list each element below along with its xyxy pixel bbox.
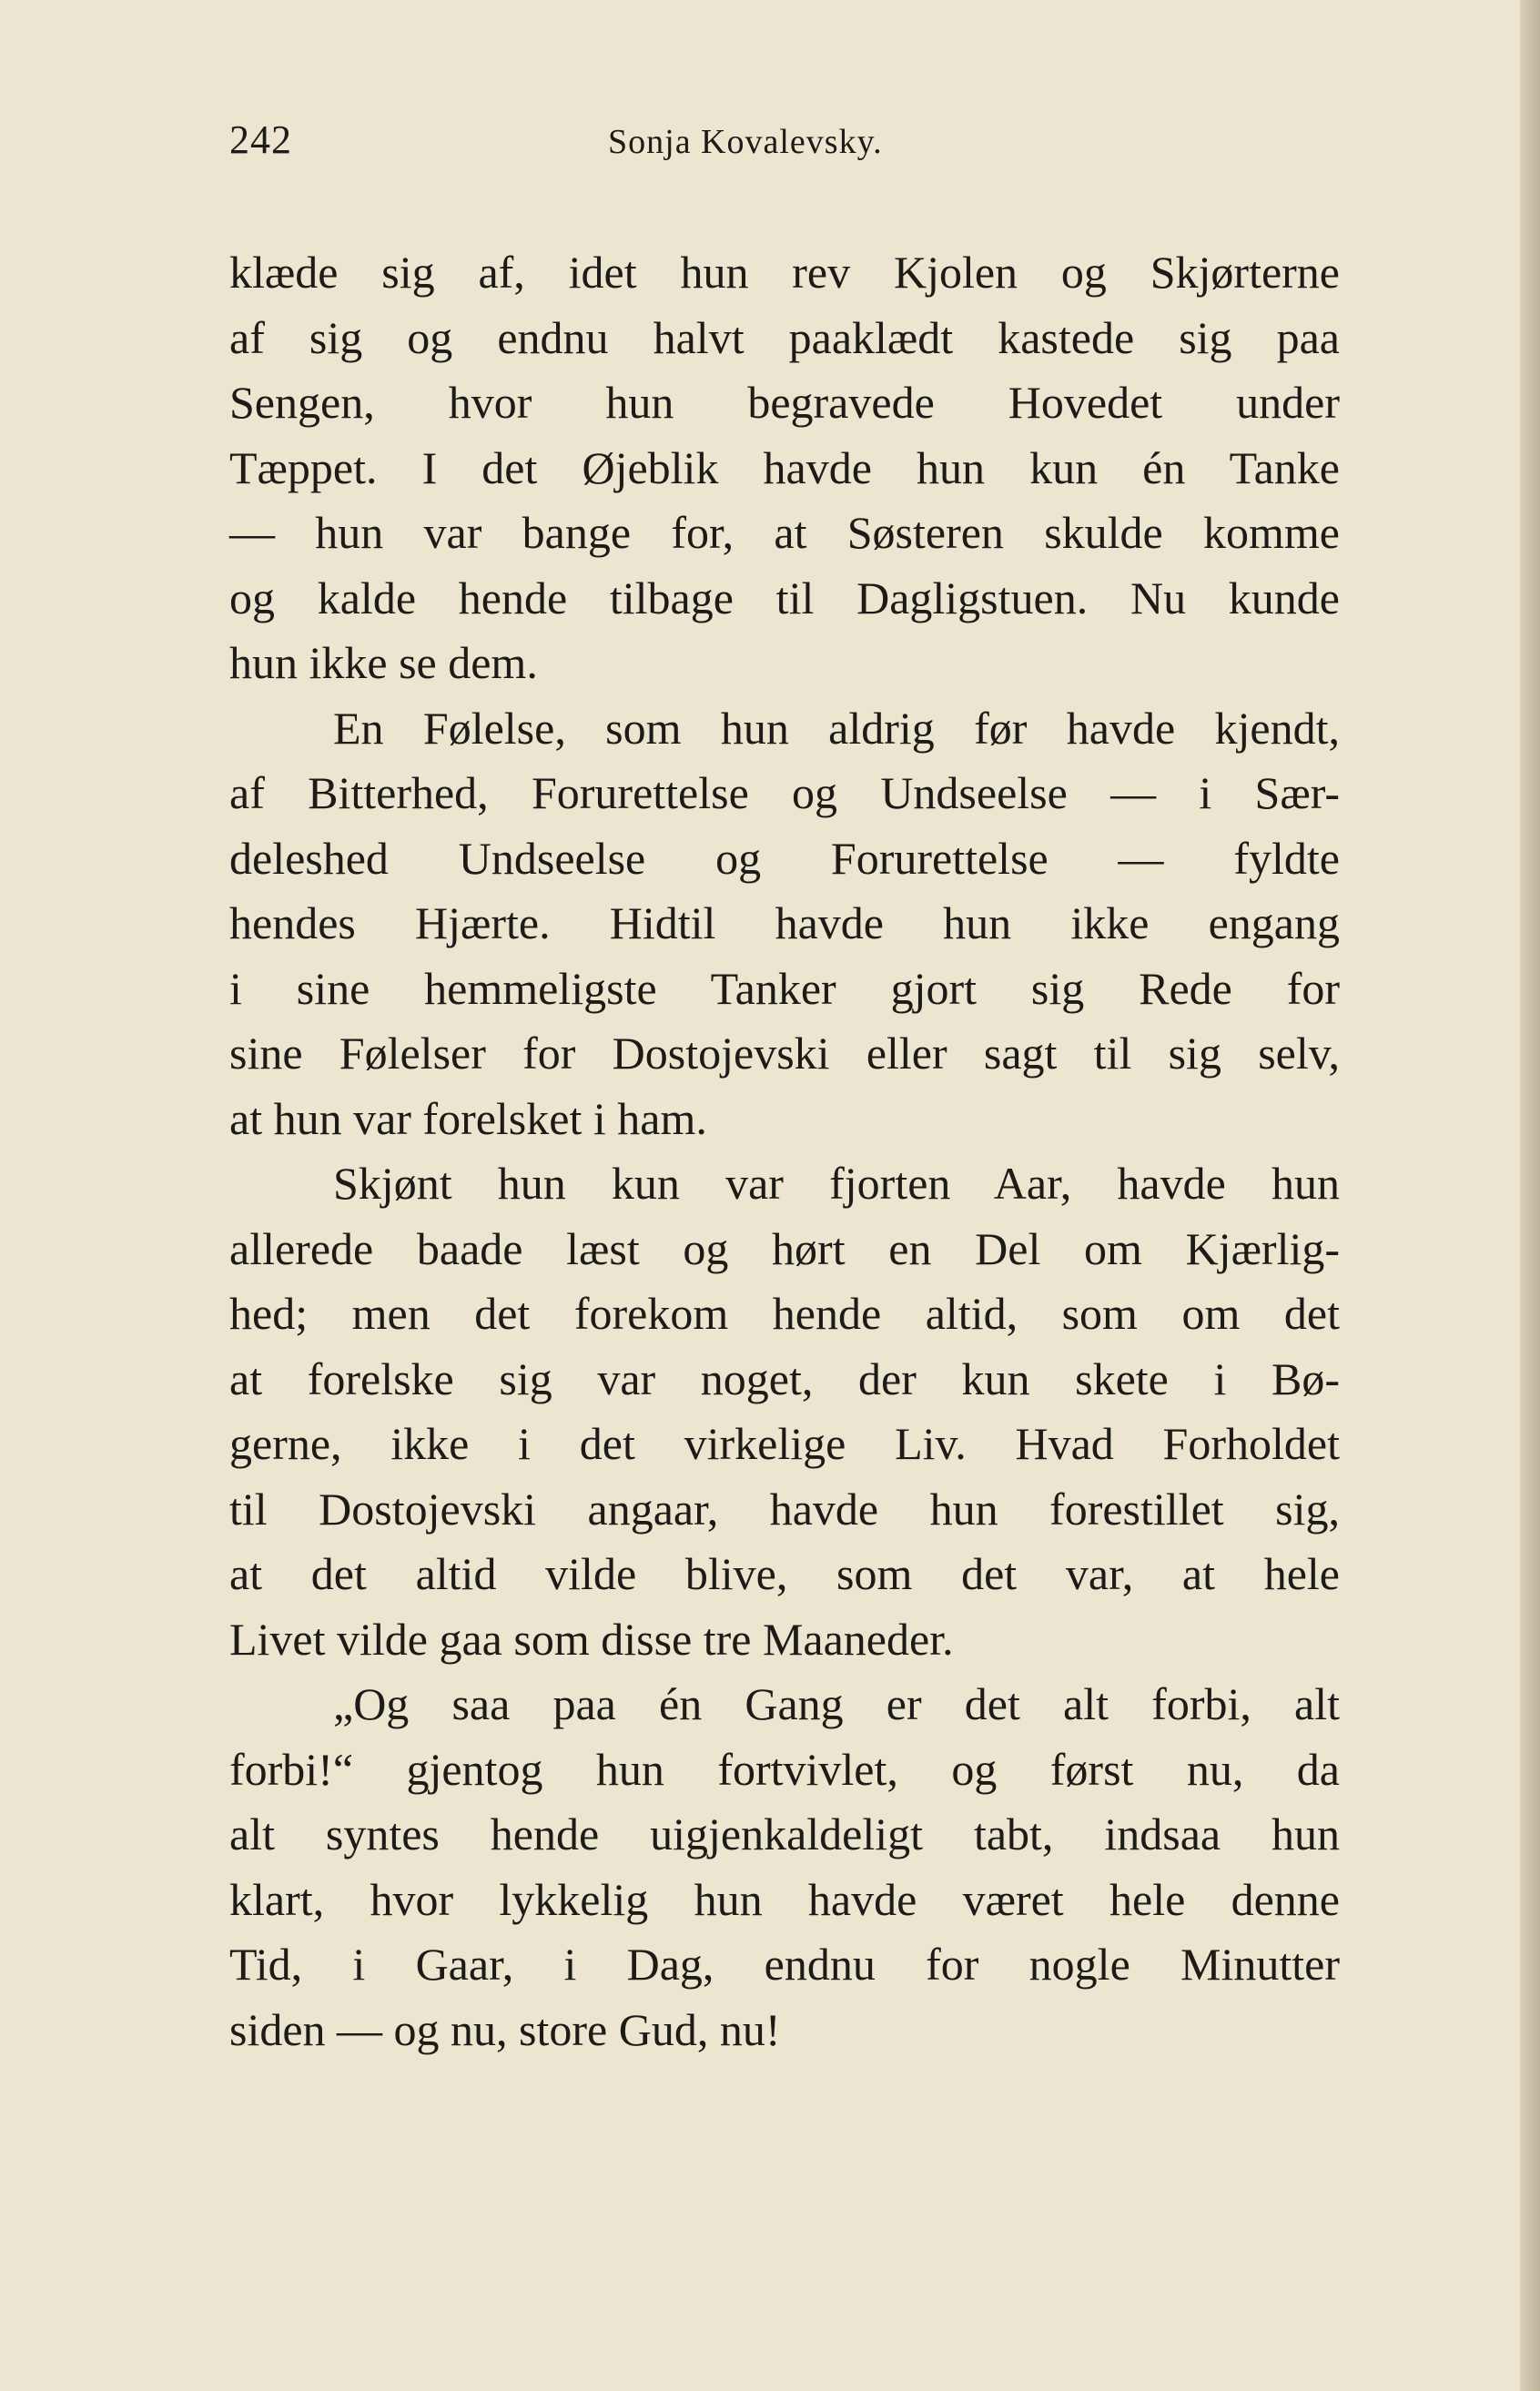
- text-line: siden — og nu, store Gud, nu!: [229, 2003, 781, 2055]
- text-line: alt syntes hende uigjenkaldeligt tabt, indsaa hun: [229, 1808, 1340, 1859]
- text-line: — hun var bange for, at Søsteren skulde komme: [229, 507, 1340, 558]
- text-line: Livet vilde gaa som disse tre Maaneder.: [229, 1613, 954, 1665]
- text-line: forbi!“ gjentog hun fortvivlet, og først nu, da: [229, 1743, 1340, 1795]
- text-line: Sengen, hvor hun begravede Hovedet under: [229, 377, 1340, 428]
- text-line: hun ikke se dem.: [229, 637, 538, 688]
- text-line: at det altid vilde blive, som det var, at hele: [229, 1548, 1340, 1599]
- text-line: allerede baade læst og hørt en Del om Kjærlig-: [229, 1222, 1340, 1274]
- text-line: at forelske sig var noget, der kun skete i Bø-: [229, 1353, 1340, 1404]
- text-line: Skjønt hun kun var fjorten Aar, havde hun: [333, 1158, 1340, 1209]
- text-line: af sig og endnu halvt paaklædt kastede sig paa: [229, 311, 1340, 363]
- page-edge: [1520, 0, 1540, 2391]
- text-line: hendes Hjærte. Hidtil havde hun ikke engang: [229, 897, 1340, 948]
- text-line: En Følelse, som hun aldrig før havde kjendt,: [333, 702, 1340, 754]
- text-line: klæde sig af, idet hun rev Kjolen og Skjørterne: [229, 247, 1340, 298]
- body-text: [229, 240, 1340, 2062]
- text-line: og kalde hende tilbage til Dagligstuen. Nu kunde: [229, 572, 1340, 623]
- text-line: Tid, i Gaar, i Dag, endnu for nogle Minutter: [229, 1939, 1340, 1990]
- text-line: af Bitterhed, Forurettelse og Undseelse — i Sær-: [229, 767, 1340, 818]
- text-line: gerne, ikke i det virkelige Liv. Hvad Forholdet: [229, 1418, 1340, 1469]
- text-line: til Dostojevski angaar, havde hun forestillet sig,: [229, 1483, 1340, 1535]
- text-line: deleshed Undseelse og Forurettelse — fyldte: [229, 832, 1340, 884]
- text-line: hed; men det forekom hende altid, som om det: [229, 1288, 1340, 1339]
- text-line: klart, hvor lykkelig hun havde været hele denne: [229, 1873, 1340, 1925]
- page-header: [229, 117, 1340, 171]
- text-line: Tæppet. I det Øjeblik havde hun kun én Tanke: [229, 441, 1340, 493]
- text-line: „Og saa paa én Gang er det alt forbi, alt: [333, 1678, 1340, 1729]
- running-head: Sonja Kovalevsky.: [608, 123, 883, 161]
- text-line: i sine hemmeligste Tanker gjort sig Rede for: [229, 962, 1340, 1014]
- page-number: 242: [229, 117, 292, 162]
- text-line: at hun var forelsket i ham.: [229, 1092, 707, 1144]
- text-line: sine Følelser for Dostojevski eller sagt til sig selv,: [229, 1028, 1340, 1079]
